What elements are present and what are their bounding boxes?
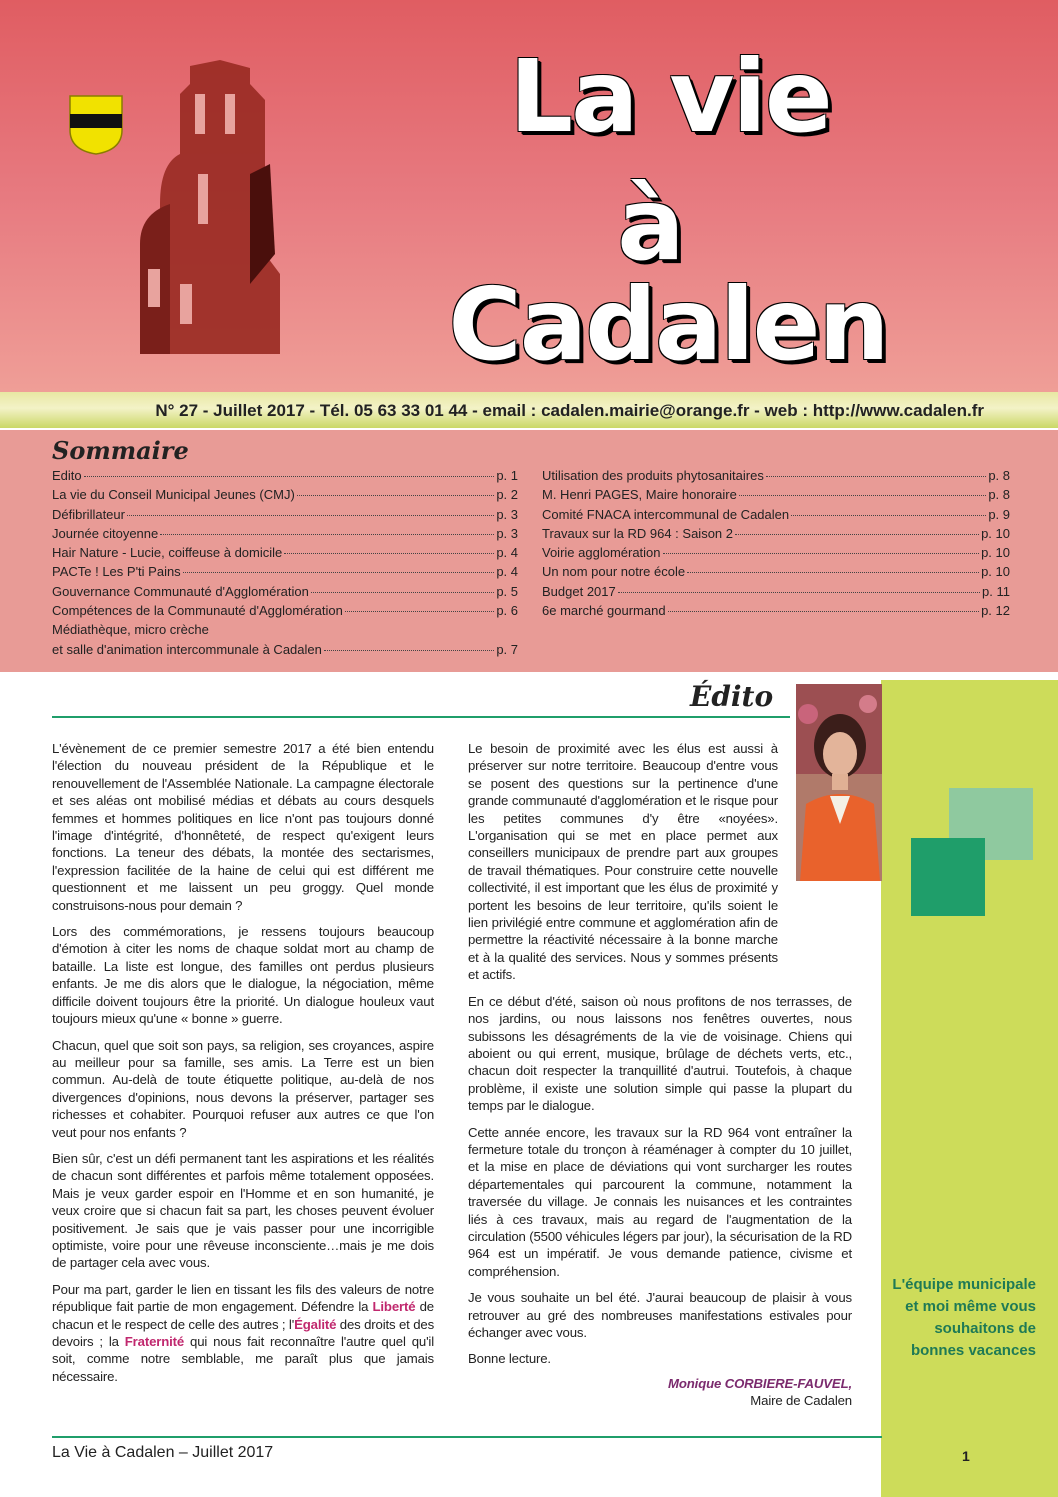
edito-column-1 (52, 740, 434, 1394)
highlight-egalite: Égalité (294, 1316, 337, 1332)
footer-publication: La Vie à Cadalen – Juillet 2017 (52, 1444, 274, 1461)
signature-name: Monique CORBIERE-FAUVEL, (668, 1375, 852, 1391)
toc-left-column (52, 466, 518, 659)
toc-entry[interactable]: Hair Nature - Lucie, coiffeuse à domicile p. 4 (52, 545, 518, 561)
toc-entry[interactable]: Budget 2017 p. 11 (542, 583, 1010, 599)
toc-title: Sommaire (52, 436, 189, 465)
toc-entry[interactable]: La vie du Conseil Municipal Jeunes (CMJ) p. 2 (52, 487, 518, 503)
toc-entry[interactable]: Médiathèque, micro crèche (52, 622, 209, 638)
toc-entry[interactable]: Utilisation des produits phytosanitaires p. 8 (542, 468, 1010, 483)
toc-entry[interactable]: Défibrillateur p. 3 (52, 506, 518, 522)
footer-divider (52, 1436, 882, 1438)
paragraph: Le besoin de proximité avec les élus est aussi à préserver sur notre territoire. Beaucoup d'entre vous se posent des questions sur la pertinence d'une grande communauté d'agglomération et le risque pour les petites communes d'y être «noyées». L'organisation qui se met en place permet aux conseillers municipaux de prendre part aux groupes de travail thématiques. Pour construire cette nouvelle collectivité, il est important que les élus de proximité y portent les besoins de leur territoire, qu'ils soient le lien privilégié entre commune et agglomération afin de permettre la réactivité nécessaire à la bonne marche et à la qualité des services. Nous y sommes présents et actifs. (468, 741, 778, 983)
toc-entry[interactable]: Journée citoyenne p. 3 (52, 525, 518, 541)
toc-right-column (542, 466, 1010, 620)
highlight-fraternite: Fraternité (124, 1334, 185, 1349)
toc-entry[interactable]: Edito p. 1 (52, 468, 518, 483)
title-line-3: Cadalen (448, 266, 888, 383)
toc-entry[interactable]: Gouvernance Communauté d'Agglomération p. 5 (52, 583, 518, 599)
paragraph: Je vous souhaite un bel été. J'aurai beaucoup de plaisir à vous retrouver au gré des nombreuses manifestations estivales pour échanger avec vous. (468, 1290, 852, 1340)
contact-bar: N° 27 - Juillet 2017 - Tél. 05 63 33 01 44 - email : cadalen.mairie@orange.fr - web : http://www.cadalen.fr (0, 392, 1058, 428)
toc-entry[interactable]: et salle d'animation intercommunale à Cadalen p. 7 (52, 641, 518, 657)
edito-divider (52, 716, 790, 718)
paragraph: Cette année encore, les travaux sur la RD 964 vont entraîner la fermeture totale du tronçon à réaménager à compter du 10 juillet, et la mise en place de déviations qui vont surcharger les routes départementales qui parcourent la commune, notamment la traversée du village. Je connais les nuisances et les contraintes liés à ces travaux, mais au regard de l'augmentation de la circulation (5500 véhicules légers par jour), la sécurisation de la RD 964 est un impératif. Je vous demande patience, civisme et compréhension. (468, 1124, 852, 1279)
title-line-1: La vie (509, 38, 831, 155)
toc-entry[interactable]: Travaux sur la RD 964 : Saison 2 p. 10 (542, 525, 1010, 541)
church-illustration (100, 54, 300, 354)
toc-entry[interactable]: Compétences de la Communauté d'Agglomération p. 6 (52, 603, 518, 619)
paragraph: Pour ma part, garder le lien en tissant les fils des valeurs de notre république fait partie de mon engagement. Défendre la Liberté de chacun et le respect de celle des autres ; l'Égalité des droits et des devoirs ; la Fraternité qui nous fait reconnaître l'autre quel qu'il soit, comme notre semblable, me paraît plus que jamais nécessaire. (52, 1281, 435, 1384)
paragraph: Chacun, quel que soit son pays, sa religion, ses croyances, aspire au meilleur pour sa famille, ses amis. La Terre est un bien commun. Au-delà de toute étiquette politique, au-delà de nos divergences d'opinions, nous devons la préserver, partager ses richesses et cohabiter. Pourquoi refuser aux autres ce que l'on veut pour nos enfants ? (52, 1037, 434, 1140)
toc-entry[interactable]: Comité FNACA intercommunal de Cadalen p. 9 (542, 506, 1010, 522)
paragraph: En ce début d'été, saison où nous profitons de nos terrasses, de nos jardins, ou nous laissons nos fenêtres ouvertes, nous subissons les désagréments de la vie de voisinage. Chiens qui aboient ou qui errent, musique, brûlage de déchets verts, etc., chacun doit respecter la tranquillité d'autrui. Toutefois, à chaque problème, il existe une solution simple qui passe la plupart du temps par le dialogue. (468, 993, 852, 1114)
toc-entry[interactable]: Voirie agglomération p. 10 (542, 545, 1010, 561)
masthead (0, 0, 1058, 392)
paragraph: Bonne lecture. (468, 1351, 551, 1367)
page-number: 1 (962, 1448, 970, 1464)
signature (468, 1375, 852, 1410)
paragraph: Lors des commémorations, je ressens toujours beaucoup d'émotion à citer les noms de chaque soldat mort au champ de bataille. La liste est longue, des familles ont perdus plusieurs enfants. Je me dis alors que le dialogue, la négociation, même difficile doivent toujours être la priorité. Un dialogue houleux vaut toujours mieux qu'une « bonne » guerre. (52, 924, 434, 1027)
toc-entry[interactable]: Un nom pour notre école p. 10 (542, 564, 1010, 580)
title-line-2: à (617, 166, 683, 283)
edito-title: Édito (690, 680, 774, 713)
toc-entry[interactable]: M. Henri PAGES, Maire honoraire p. 8 (542, 487, 1010, 503)
table-of-contents (0, 430, 1058, 672)
highlight-liberte: Liberté (372, 1299, 416, 1315)
toc-entry[interactable]: 6e marché gourmand p. 12 (542, 603, 1010, 619)
paragraph: Bien sûr, c'est un défi permanent tant les aspirations et les réalités de chacun sont différentes et parfois même totalement opposées. Mais je veux garder espoir en l'Homme et en son humanité, je veux croire que si chacun fait sa part, les choses peuvent évoluer positivement. Je sais que je vais passer pour une incorrigible optimiste, voire pour une rêveuse inconsciente…mais je me dois de partager cela avec vous. (52, 1150, 434, 1271)
edito-column-2 (468, 740, 852, 1410)
signature-role: Maire de Cadalen (750, 1393, 852, 1409)
decorative-square-dark (911, 838, 985, 916)
holiday-message: L'équipe municipale et moi même vous souhaitons de bonnes vacances (892, 1276, 1036, 1359)
paragraph: L'évènement de ce premier semestre 2017 a été bien entendu l'élection du nouveau président de la République et le renouvellement de l'Assemblée Nationale. La campagne électorale et ses aléas ont mobilisé médias et débats au cours desquels femmes et hommes politiques en lice n'ont pas toujours donné l'image d'intégrité, d'honnêteté, de respect qu'exigent leurs fonctions. La teneur des débats, la montée des sectarismes, l'expression facilitée de la haine de celui qui est différent me questionnent et me laissent un peu groggy. Quel monde construisons-nous pour demain ? (52, 741, 434, 913)
toc-entry[interactable]: PACTe ! Les P'ti Pains p. 4 (52, 564, 518, 580)
